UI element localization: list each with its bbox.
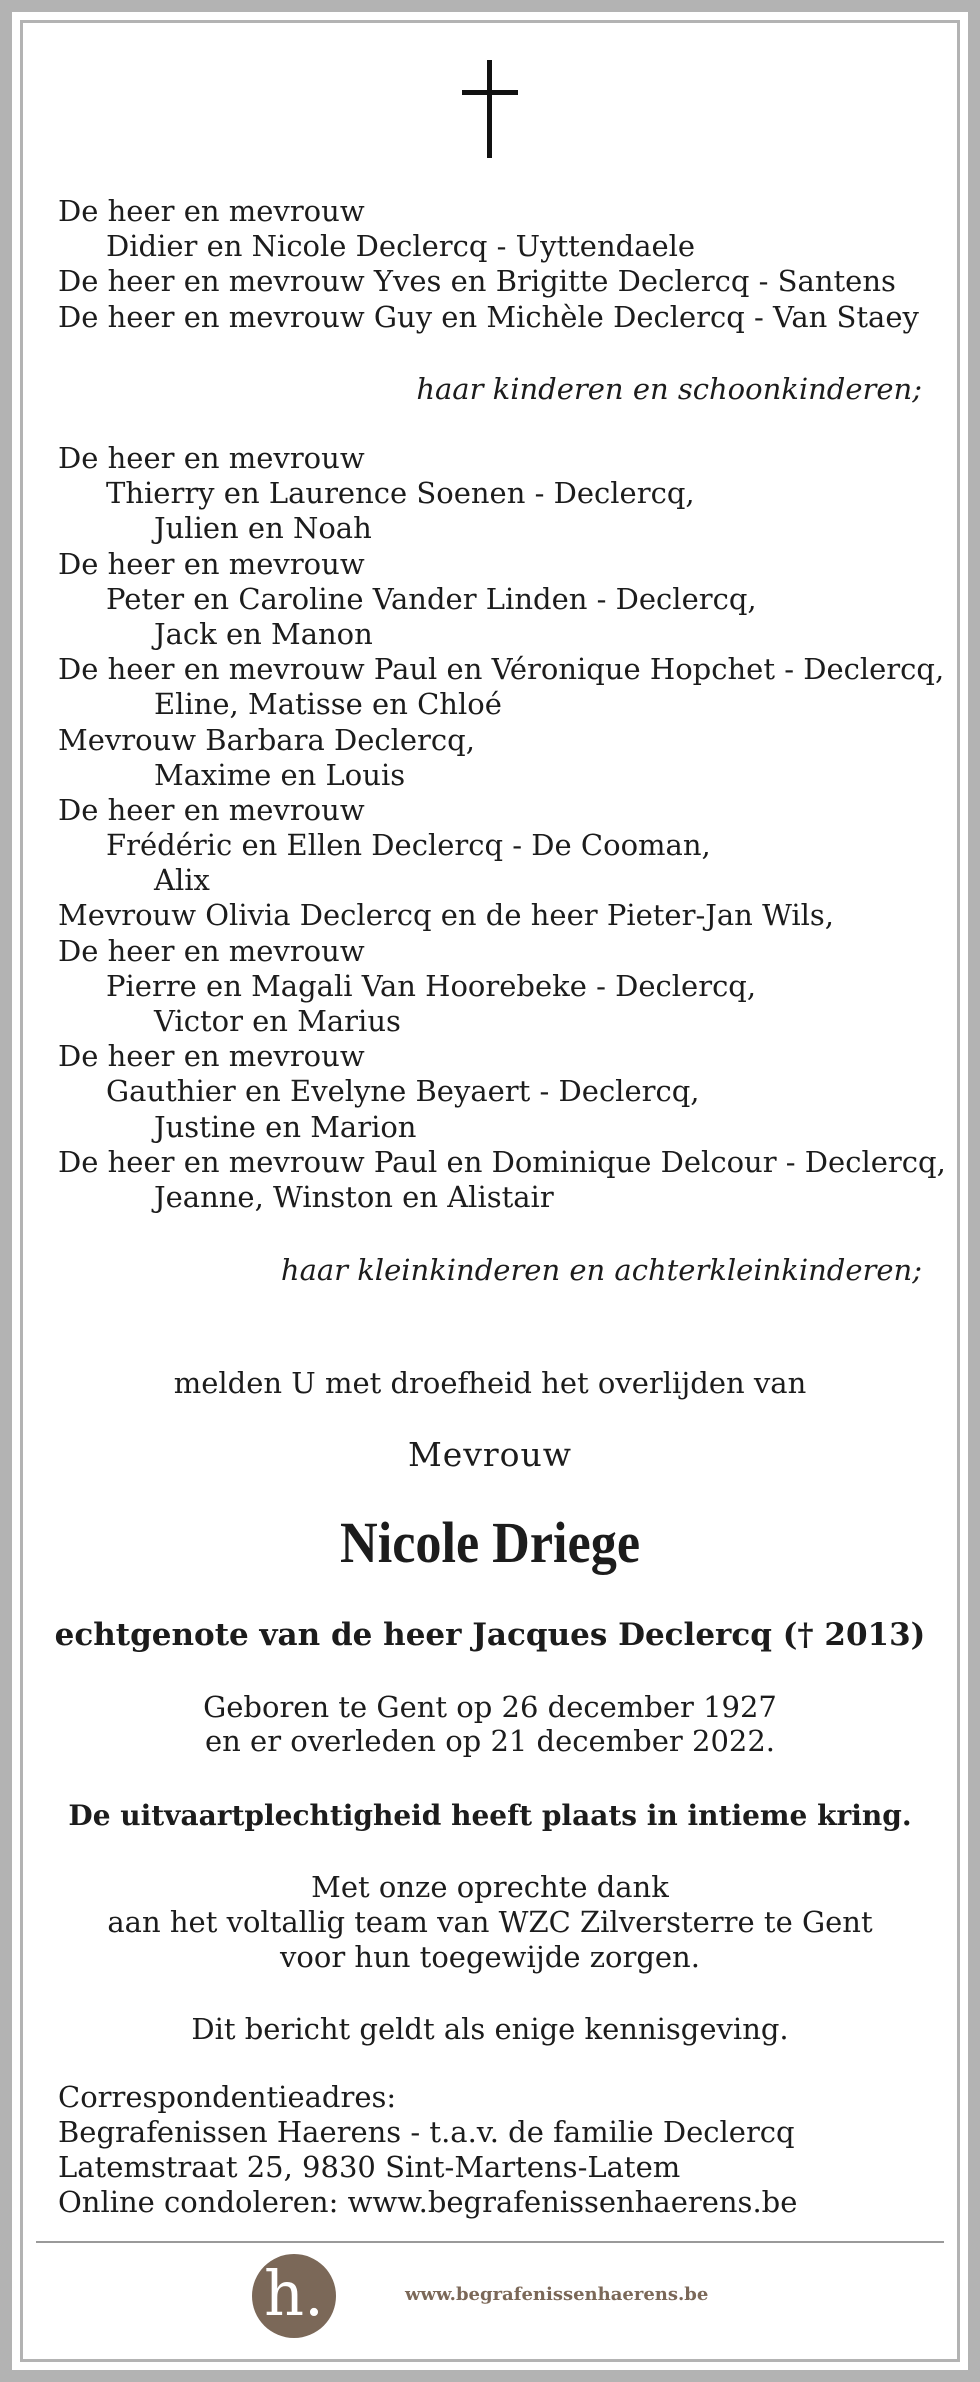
family-line: De heer en mevrouw xyxy=(58,546,365,581)
funeral-home-logo: h. xyxy=(252,2254,336,2338)
deceased-name: Nicole Driege xyxy=(339,1510,641,1575)
family-line: Eline, Matisse en Chloé xyxy=(154,687,502,722)
family-line: De heer en mevrouw xyxy=(58,1039,365,1074)
funeral-notice: De uitvaartplechtigheid heeft plaats in intieme kring. xyxy=(68,1799,912,1832)
website-link[interactable]: www.begrafenissenhaerens.be xyxy=(405,2284,709,2305)
family-line: Victor en Marius xyxy=(154,1004,401,1038)
family-line: Gauthier en Evelyne Beyaert - Declercq, xyxy=(106,1074,700,1109)
family-line: Thierry en Laurence Soenen - Declercq, xyxy=(106,476,695,511)
family-line: Julien en Noah xyxy=(154,511,372,546)
children-closing: haar kinderen en schoonkinderen; xyxy=(416,372,922,406)
announcement: melden U met droefheid het overlijden van xyxy=(173,1366,807,1400)
family-line: De heer en mevrouw xyxy=(58,792,365,827)
family-line: Mevrouw Barbara Declercq, xyxy=(58,722,475,757)
thanks-line: Met onze oprechte dank xyxy=(311,1870,669,1904)
correspondence-address: Latemstraat 25, 9830 Sint-Martens-Latem xyxy=(58,2150,681,2184)
family-line: Maxime en Louis xyxy=(154,757,406,792)
correspondence-block xyxy=(58,2080,797,2220)
family-line: De heer en mevrouw xyxy=(58,194,365,228)
family-line: De heer en mevrouw Paul en Dominique Delcour - Declercq, xyxy=(58,1144,946,1179)
family-line: Jack en Manon xyxy=(154,616,373,651)
honorific: Mevrouw xyxy=(407,1435,573,1474)
correspondence-line: Begrafenissen Haerens - t.a.v. de familie Declercq xyxy=(58,2115,795,2149)
grandchildren-closing: haar kleinkinderen en achterkleinkinderen; xyxy=(280,1253,922,1287)
grandchildren-list xyxy=(58,441,946,1215)
family-line: Pierre en Magali Van Hoorebeke - Declercq, xyxy=(106,968,757,1003)
family-line: De heer en mevrouw Paul en Véronique Hopchet - Declercq, xyxy=(58,652,945,687)
sole-notice: Dit bericht geldt als enige kennisgeving. xyxy=(191,2012,789,2046)
family-line: Jeanne, Winston en Alistair xyxy=(154,1179,554,1214)
family-line: Didier en Nicole Declercq - Uyttendaele xyxy=(106,229,696,264)
thanks-block xyxy=(40,1870,940,1975)
death-line: en er overleden op 21 december 2022. xyxy=(204,1724,776,1758)
family-line: De heer en mevrouw Yves en Brigitte Declercq - Santens xyxy=(58,264,896,299)
family-line: De heer en mevrouw xyxy=(58,933,365,968)
family-line: Frédéric en Ellen Declercq - De Cooman, xyxy=(106,828,711,863)
family-line: Peter en Caroline Vander Linden - Declercq, xyxy=(106,581,757,616)
thanks-line: aan het voltallig team van WZC Zilversterre te Gent xyxy=(107,1905,873,1939)
family-line: Alix xyxy=(154,863,210,898)
birth-line: Geboren te Gent op 26 december 1927 xyxy=(203,1690,777,1724)
thanks-line: voor hun toegewijde zorgen. xyxy=(280,1940,700,1974)
correspondence-heading: Correspondentieadres: xyxy=(58,2080,397,2114)
life-dates xyxy=(40,1690,940,1758)
online-condolence-link[interactable]: Online condoleren: www.begrafenissenhaerens.be xyxy=(58,2185,798,2219)
divider xyxy=(36,2241,944,2243)
family-line: Justine en Marion xyxy=(154,1109,417,1144)
children-list xyxy=(58,194,923,335)
spouse-line: echtgenote van de heer Jacques Declercq († 2013) xyxy=(54,1617,926,1653)
cross-icon xyxy=(462,60,518,158)
family-line: Mevrouw Olivia Declercq en de heer Pieter-Jan Wils, xyxy=(58,898,835,933)
family-line: De heer en mevrouw Guy en Michèle Declercq - Van Staey xyxy=(58,299,919,334)
family-line: De heer en mevrouw xyxy=(58,441,365,475)
